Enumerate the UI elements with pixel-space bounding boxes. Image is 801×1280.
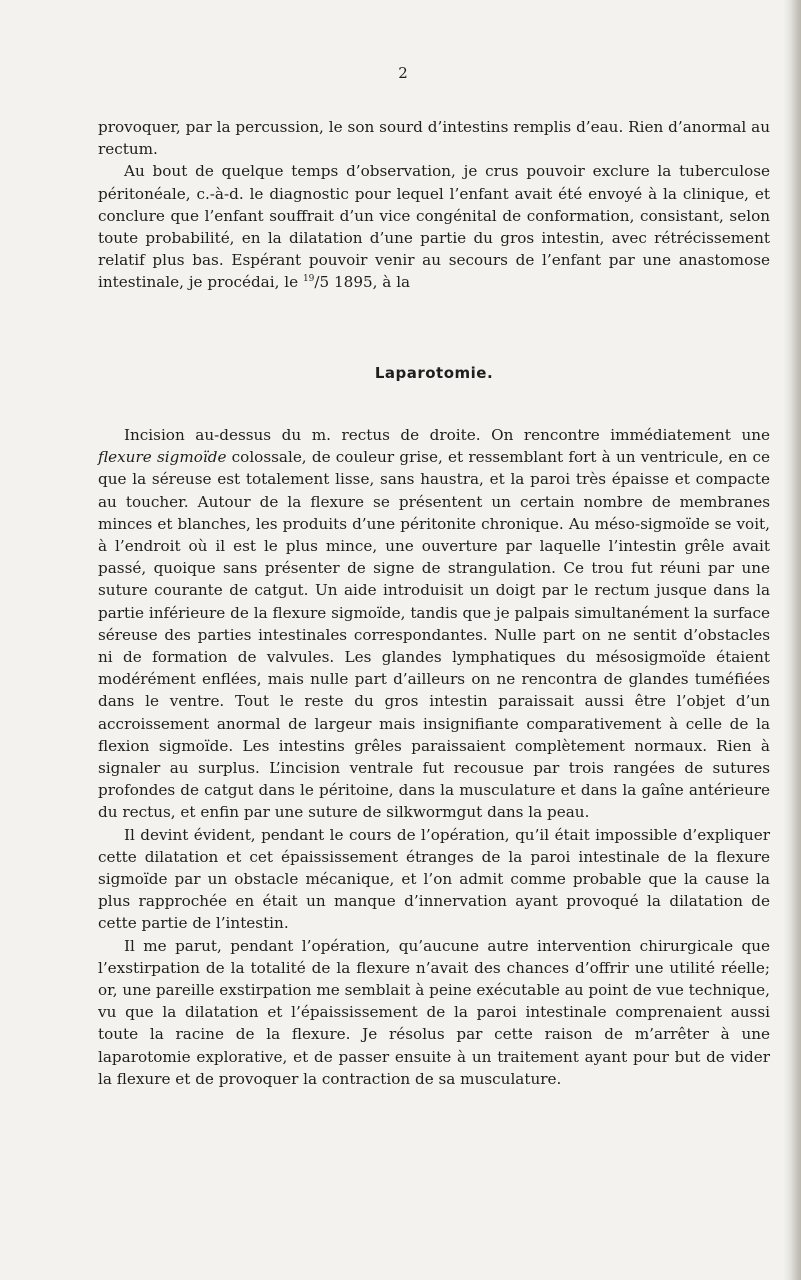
page-number: 2 <box>398 64 408 82</box>
paragraph-2-text-a: Au bout de quelque temps d’observation, je crus pouvoir exclure la tuberculose péritonéale, c.-à-d. le diagnostic pour lequel l’enfant avait été envoyé à la clinique, et conclure que l’enfant souffrait d’un vice congénital de conformation, consistant, selon toute probabilité, en la dilatation d’une partie du gros intestin, avec rétrécissement relatif plus bas. Espérant pouvoir venir au secours de l’enfant par une anastomose intestinale, je procédai, le <box>98 162 770 292</box>
paragraph-3-text-a: Incision au-dessus du m. rectus de droite. On rencontre immédiatement une <box>124 426 770 444</box>
main-text-block <box>98 424 770 1090</box>
date-numerator: 19 <box>302 274 315 285</box>
paragraph-3 <box>98 424 770 824</box>
paragraph-3-emphasis: flexure sigmoïde <box>98 448 227 467</box>
paragraph-3-text-b: colossale, de couleur grise, et ressemblant fort à un ventricule, en ce que la séreuse est totalement lisse, sans haustra, et la paroi très épaisse et compacte au toucher. Autour de la flexure se présentent un certain nombre de membranes minces et blanches, les produits d’une péritonite chronique. Au méso-sigmoïde se voit, à l’endroit où il est le plus mince, une ouverture par laquelle l’intestin grêle avait passé, quoique sans présenter de signe de strangulation. Ce trou fut réuni par une suture courante de catgut. Un aide introduisit un doigt par le rectum jusque dans la partie inférieure de la flexure sigmoïde, tandis que je palpais simultanément la surface séreuse des parties intestinales correspondantes. Nulle part on ne sentit d’obstacles ni de formation de valvules. Les glandes lymphatiques du mésosigmoïde étaient modérément enflées, mais nulle part d’ailleurs on ne rencontra de glandes tuméfiées dans le ventre. Tout le reste du gros intestin paraissait aussi être l’objet d’un accroissement anormal de largeur mais insignifiante comparativement à celle de la flexion sigmoïde. Les intestins grêles paraissaient complètement normaux. Rien à signaler au surplus. L’incision ventrale fut recousue par trois rangées de sutures profondes de catgut dans le péritoine, dans la musculature et dans la gaîne antérieure du rectus, et enfin par une suture de silkwormgut dans la peau. <box>98 448 771 822</box>
paragraph-4: Il devint évident, pendant le cours de l’opération, qu’il était impossible d’expliquer cette dilatation et cet épaississement étranges de la paroi intestinale de la flexure sigmoïde par un obstacle mécanique, et l’on admit comme probable que la cause la plus rapprochée en était un manque d’innervation ayant provoqué la dilatation de cette partie de l’intestin. <box>98 825 770 933</box>
date-denominator: /5 <box>314 273 330 292</box>
intro-text-block <box>98 116 770 294</box>
paragraph-5: Il me parut, pendant l’opération, qu’aucune autre intervention chirurgicale que l’exstirpation de la totalité de la flexure n’avait des chances d’offrir une utilité réelle; or, une pareille exstirpation me semblait à peine exécutable au point de vue technique, vu que la dilatation et l’épaississement de la paroi intestinale comprenaient aussi toute la racine de la flexure. Je résolus par cette raison de m’arrêter à une laparotomie explorative, et de passer ensuite à un traitement ayant pour but de vider la flexure et de provoquer la contraction de sa musculature. <box>98 936 770 1088</box>
paragraph-2-text-b: 1895, à la <box>329 273 411 292</box>
paragraph-1: provoquer, par la percussion, le son sourd d’intestins remplis d’eau. Rien d’anormal au rectum. <box>98 118 770 159</box>
page-edge-shadow <box>783 0 801 1280</box>
paragraph-2 <box>98 160 770 293</box>
section-heading: Laparotomie. <box>374 364 494 382</box>
